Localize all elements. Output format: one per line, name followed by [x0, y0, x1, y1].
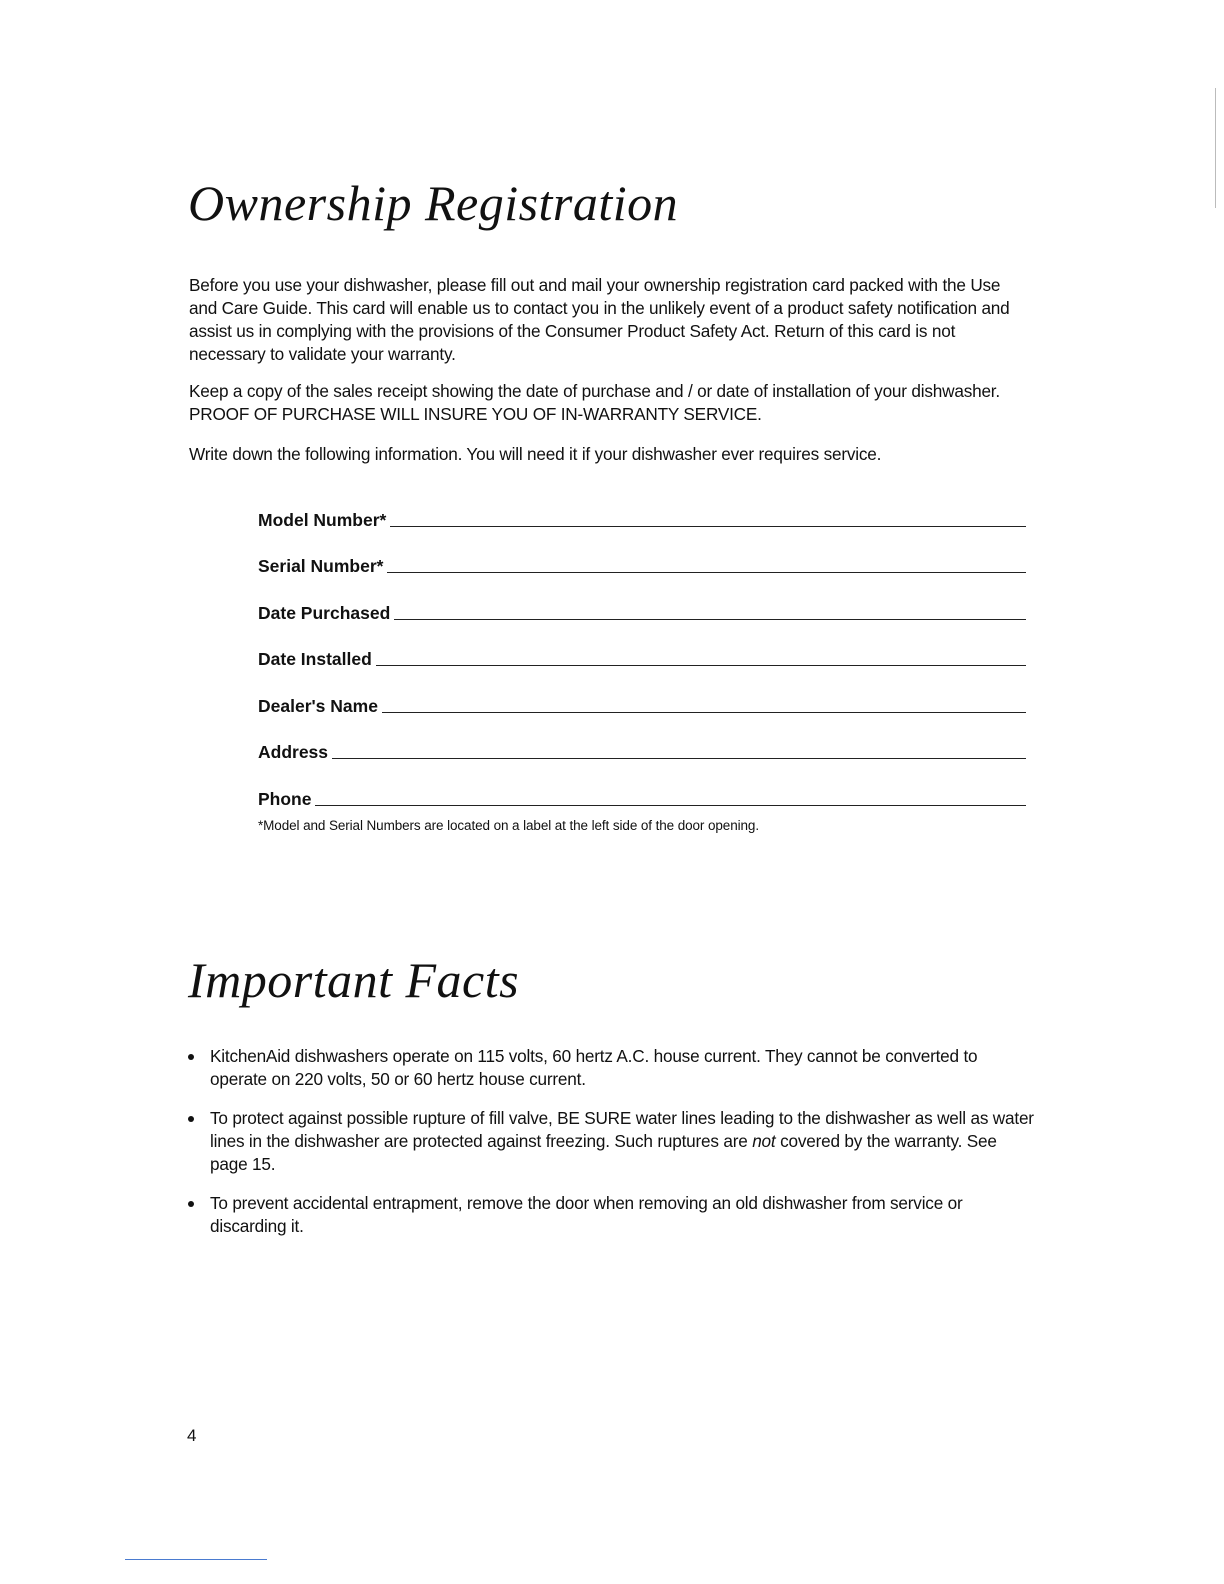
bottom-rule-divider	[125, 1559, 267, 1560]
date-purchased-blank-line	[394, 619, 1026, 620]
important-facts-list	[188, 1045, 1038, 1254]
address-blank-line	[332, 758, 1026, 759]
freezing-fact-emphasis: not	[752, 1131, 776, 1151]
serial-number-label: Serial Number*	[258, 556, 384, 576]
address-label: Address	[258, 742, 329, 762]
important-facts-heading: Important Facts	[188, 952, 520, 1008]
bullet-dot-icon	[188, 1201, 194, 1207]
date-installed-field	[258, 644, 1026, 670]
scan-edge-mark	[1215, 88, 1224, 208]
serial-number-blank-line	[387, 572, 1026, 573]
freezing-fact-text-end: covered by the warranty. See page 15.	[210, 1131, 997, 1174]
list-item	[188, 1192, 1038, 1238]
model-number-field	[258, 505, 1026, 531]
serial-number-field	[258, 551, 1026, 577]
bullet-dot-icon	[188, 1054, 194, 1060]
freezing-fact-text	[210, 1108, 1034, 1174]
date-installed-blank-line	[376, 665, 1026, 666]
dealer-name-label: Dealer's Name	[258, 696, 378, 716]
date-purchased-label: Date Purchased	[258, 603, 391, 623]
ownership-registration-heading: Ownership Registration	[188, 175, 679, 231]
registration-card-paragraph: Before you use your dishwasher, please fill out and mail your ownership registration card packed with the Use and Care Guide. This card will enable us to contact you in the unlikely event of a product safety notification and assist us in complying with the provisions of the Consumer Product Safety Act. Return of this card is not necessary to validate your warranty.	[189, 275, 1010, 364]
page-number: 4	[187, 1426, 197, 1445]
bullet-dot-icon	[188, 1116, 194, 1122]
sales-receipt-paragraph: Keep a copy of the sales receipt showing the date of purchase and / or date of installation of your dishwasher. PROOF OF PURCHASE WILL INSURE YOU OF IN-WARRANTY SERVICE.	[189, 381, 1000, 424]
freezing-fact-text-start: To protect against possible rupture of fill valve, BE SURE water lines leading to the dishwasher as well as water lines in the dishwasher are protected against freezing. Such ruptures are	[210, 1108, 1034, 1151]
date-purchased-field	[258, 598, 1026, 624]
list-item	[188, 1107, 1038, 1176]
dealer-name-blank-line	[382, 712, 1026, 713]
model-number-blank-line	[390, 526, 1026, 527]
phone-field	[258, 784, 1026, 810]
phone-label: Phone	[258, 789, 312, 809]
write-down-paragraph: Write down the following information. You will need it if your dishwasher ever requires service.	[189, 444, 882, 464]
model-number-label: Model Number*	[258, 510, 387, 530]
voltage-fact-text: KitchenAid dishwashers operate on 115 volts, 60 hertz A.C. house current. They cannot be converted to operate on 220 volts, 50 or 60 hertz house current.	[210, 1046, 978, 1089]
entrapment-fact-text: To prevent accidental entrapment, remove the door when removing an old dishwasher from service or discarding it.	[210, 1193, 963, 1236]
date-installed-label: Date Installed	[258, 649, 372, 669]
dealer-name-field	[258, 691, 1026, 717]
list-item	[188, 1045, 1038, 1091]
phone-blank-line	[315, 805, 1026, 806]
model-serial-footnote: *Model and Serial Numbers are located on a label at the left side of the door opening.	[258, 818, 759, 833]
address-field	[258, 737, 1026, 763]
